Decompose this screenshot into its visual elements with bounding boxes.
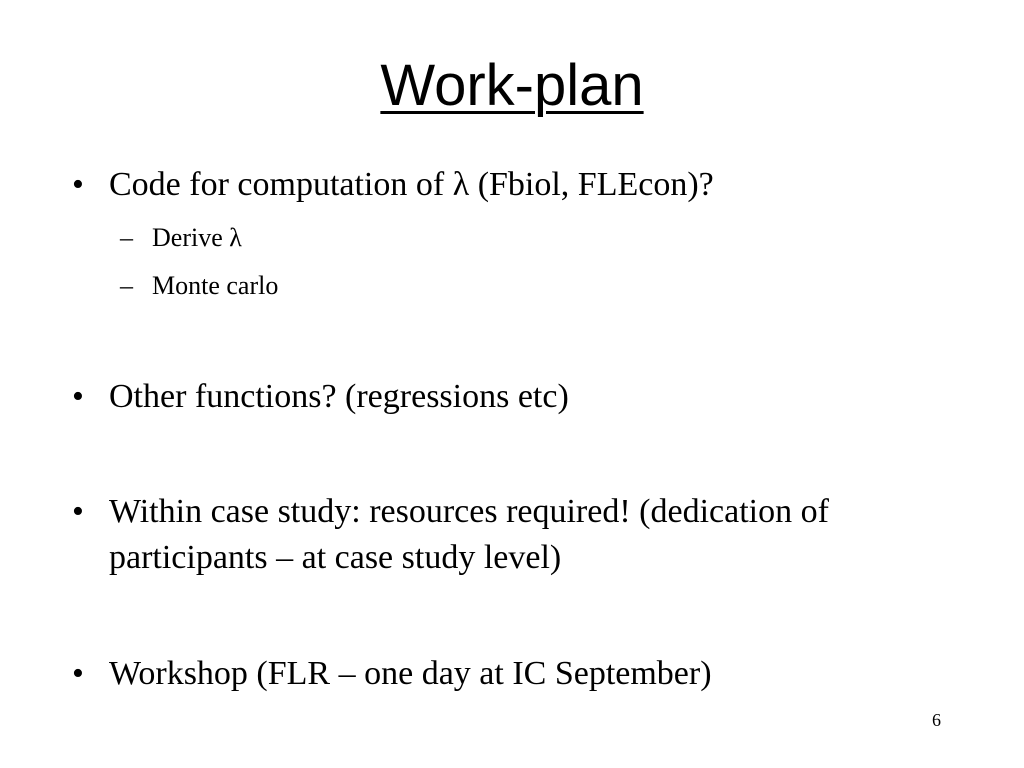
bullet-item [72, 651, 962, 697]
slide-title-text: Work-plan [380, 53, 644, 118]
bullet-item [72, 162, 962, 208]
bullet-item [72, 489, 962, 581]
sub-bullet-text: Derive λ [152, 223, 242, 252]
bullet-text: Other functions? (regressions etc) [109, 378, 569, 415]
bullet-item [72, 374, 962, 420]
bullet-text: Code for computation of λ (Fbiol, FLEcon)? [109, 166, 714, 203]
sub-bullet-marker: – [120, 271, 133, 300]
sub-bullet-item [120, 221, 242, 255]
sub-bullet-text: Monte carlo [152, 271, 279, 300]
bullet-text: Within case study: resources required! (dedication of participants – at case study level) [109, 493, 829, 576]
bullet-marker: • [72, 166, 84, 203]
bullet-marker: • [72, 493, 84, 530]
sub-bullet-item [120, 269, 278, 303]
bullet-marker: • [72, 378, 84, 415]
page-number: 6 [932, 710, 941, 730]
sub-bullet-marker: – [120, 223, 133, 252]
bullet-marker: • [72, 655, 84, 692]
bullet-text: Workshop (FLR – one day at IC September) [109, 655, 712, 692]
slide-title [0, 50, 1024, 122]
